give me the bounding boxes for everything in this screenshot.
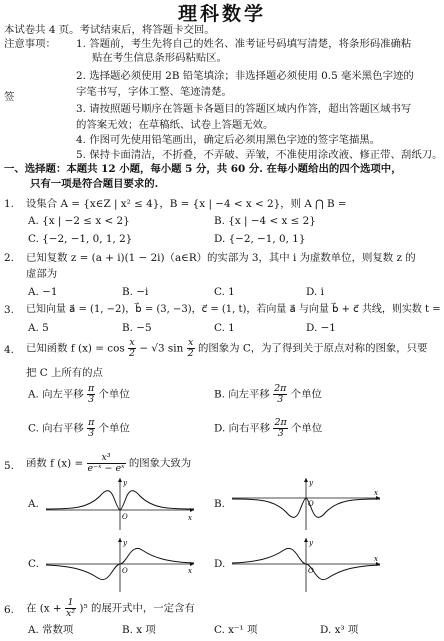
option-label: D. 向右平移 xyxy=(214,422,271,435)
question-number: 5. xyxy=(4,460,14,472)
axis-y-label: y xyxy=(123,479,127,487)
question-number: 1. xyxy=(4,198,14,210)
option-label: C. 向右平移 xyxy=(28,422,84,435)
question-number: 4. xyxy=(4,344,14,356)
question-number: 6. xyxy=(4,604,14,616)
option-label: A. 向左平移 xyxy=(28,388,84,401)
fraction xyxy=(128,338,136,359)
graph-option-d xyxy=(230,536,382,594)
option-unit: 个单位 xyxy=(98,388,130,401)
y-axis-arrow xyxy=(118,538,122,542)
stem-text: 已知函数 f (x) = cos xyxy=(26,342,125,355)
fraction xyxy=(187,338,195,359)
option-b xyxy=(214,384,322,405)
note-line: 3. 请按照题号顺序在答题卡各题目的答题区域内作答，超出答题区域书写 xyxy=(76,103,412,115)
option-label: B. 向左平移 xyxy=(214,388,270,401)
fraction-numerator: x xyxy=(187,337,194,348)
stem-text: 在 (x + xyxy=(26,602,62,615)
fraction-denominator: 2 xyxy=(129,347,136,359)
question-stem: 设集合 A = {x∈Z | x² ≤ 4}，B = {x | −4 < x < 2}，则 A ⋂ B = xyxy=(26,198,347,210)
fraction xyxy=(87,418,95,439)
option-d: D. −1 xyxy=(306,322,336,334)
option-d xyxy=(214,418,322,439)
fraction-denominator: x² xyxy=(65,607,76,619)
notes-label: 注意事项： xyxy=(4,38,56,50)
option-a xyxy=(28,384,130,405)
option-c: C. 1 xyxy=(214,322,235,334)
option-c: C. xyxy=(28,558,39,570)
option-a: A. −1 xyxy=(28,286,58,298)
question-stem: 已知复数 z = (a + i)(1 − 2i)（a∈R）的实部为 3，其中 i 为虚数单位，则复数 z 的 xyxy=(26,252,416,264)
stem-text: 函数 f (x) = xyxy=(26,457,84,470)
fraction xyxy=(87,384,95,405)
axis-y-label: y xyxy=(309,479,313,487)
note-line: 5. 保持卡面清洁，不折叠，不弄破、弄皱，不准使用涂改液、修正带、刮纸刀。 xyxy=(76,149,443,161)
option-d: D. x³ 项 xyxy=(320,624,359,636)
y-axis-arrow xyxy=(304,478,308,482)
fraction-denominator: 3 xyxy=(88,393,95,405)
origin-label: O xyxy=(122,513,128,521)
option-a: A. 5 xyxy=(28,322,49,334)
question-number: 2. xyxy=(4,252,14,264)
option-d: D. {−2, −1, 0, 1} xyxy=(214,233,306,245)
fraction-numerator: x³ xyxy=(87,453,126,464)
option-a: A. xyxy=(28,498,39,510)
option-b: B. {x | −4 < x ≤ 2} xyxy=(214,215,316,227)
axis-y-label: y xyxy=(309,539,313,547)
stem-text: )⁵ 的展开式中，一定含有 xyxy=(79,602,195,615)
option-d: D. i xyxy=(306,286,324,298)
fraction-denominator: 3 xyxy=(277,427,284,439)
option-c: C. 1 xyxy=(214,286,235,298)
fraction xyxy=(273,384,287,405)
note-line: 4. 作图可先使用铅笔画出，确定后必须用黑色字迹的签字笔描黑。 xyxy=(76,134,381,146)
note-line: 的答案无效；在草稿纸、试卷上答题无效。 xyxy=(76,119,274,131)
exam-intro: 本试卷共 4 页。考试结束后，将答题卡交回。 xyxy=(4,24,215,36)
origin-label: O xyxy=(308,567,314,575)
fraction-numerator: 2π xyxy=(274,383,287,394)
fraction-numerator: 2π xyxy=(274,417,287,428)
option-unit: 个单位 xyxy=(291,422,323,435)
option-b: B. −5 xyxy=(122,322,152,334)
option-d: D. xyxy=(214,558,226,570)
section-heading-cont: 只有一项是符合题目要求的. xyxy=(30,178,159,190)
axis-x-label: x xyxy=(188,514,192,522)
fraction-denominator: 3 xyxy=(88,427,95,439)
question-stem xyxy=(26,338,427,359)
origin-label: O xyxy=(308,500,314,508)
question-stem xyxy=(26,598,195,619)
axis-x-label: x xyxy=(374,489,378,497)
axis-y-label: y xyxy=(123,539,127,547)
option-unit: 个单位 xyxy=(290,388,322,401)
graph-option-b xyxy=(230,476,382,532)
note-line: 2. 选择题必须使用 2B 铅笔填涂；非选择题必须使用 0.5 毫米黑色字迹的 xyxy=(76,70,414,82)
option-b: B. −i xyxy=(122,286,149,298)
fraction xyxy=(65,598,76,619)
stem-text: − √3 sin xyxy=(139,342,184,355)
y-axis-arrow xyxy=(304,538,308,542)
note-line: 1. 答题前，考生先将自己的姓名、准考证号码填写清楚，将条形码准确粘 xyxy=(76,38,412,50)
option-c: C. {−2, −1, 0, 1, 2} xyxy=(28,233,133,245)
graph-option-c xyxy=(44,536,196,594)
option-b: B. x 项 xyxy=(122,624,156,636)
stem-text: 的图象大致为 xyxy=(128,457,192,470)
fraction-numerator: x xyxy=(129,337,135,348)
fraction-denominator: 2 xyxy=(187,347,194,359)
question-number: 3. xyxy=(4,304,14,316)
section-heading: 一、选择题：本题共 12 小题，每小题 5 分，共 60 分. 在每小题给出的四个选项中， xyxy=(4,163,402,175)
y-axis-arrow xyxy=(118,478,122,482)
note-line: 贴在考生信息条形码粘贴区。 xyxy=(92,52,228,64)
fraction-numerator: π xyxy=(88,417,95,428)
question-stem-cont: 虚部为 xyxy=(26,268,58,280)
page-title: 理科数学 xyxy=(177,3,266,25)
fraction xyxy=(87,453,126,474)
question-stem: 已知向量 a⃗ = (1, −2)，b⃗ = (3, −3)，c⃗ = (1, t)，若向量 a⃗ 与向量 b⃗ + c⃗ 共线，则实数 t = xyxy=(26,304,441,315)
fraction xyxy=(273,418,287,439)
option-c xyxy=(28,418,130,439)
note-line: 字笔书写，字体工整、笔迹清楚。 xyxy=(76,86,232,98)
signature-side-label: 签 xyxy=(4,91,15,103)
question-stem xyxy=(26,453,191,474)
axis-x-label: x xyxy=(188,567,192,575)
fraction-denominator: 3 xyxy=(277,393,284,405)
axis-x-label: x xyxy=(374,555,378,563)
fraction-numerator: π xyxy=(87,383,95,394)
stem-text: 的图象为 C，为了得到关于原点对称的图象，只要 xyxy=(197,342,428,355)
origin-label: O xyxy=(122,567,128,575)
fraction-denominator: e⁻ˣ − eˣ xyxy=(87,462,125,474)
option-a: A. {x | −2 ≤ x < 2} xyxy=(28,215,130,227)
question-stem-cont: 把 C 上所有的点 xyxy=(26,367,103,379)
option-c: C. x⁻¹ 项 xyxy=(214,624,258,636)
graph-option-a xyxy=(44,476,196,532)
fraction-numerator: 1 xyxy=(65,598,76,609)
option-b: B. xyxy=(214,498,225,510)
option-unit: 个单位 xyxy=(98,422,130,435)
option-a: A. 常数项 xyxy=(28,624,74,636)
